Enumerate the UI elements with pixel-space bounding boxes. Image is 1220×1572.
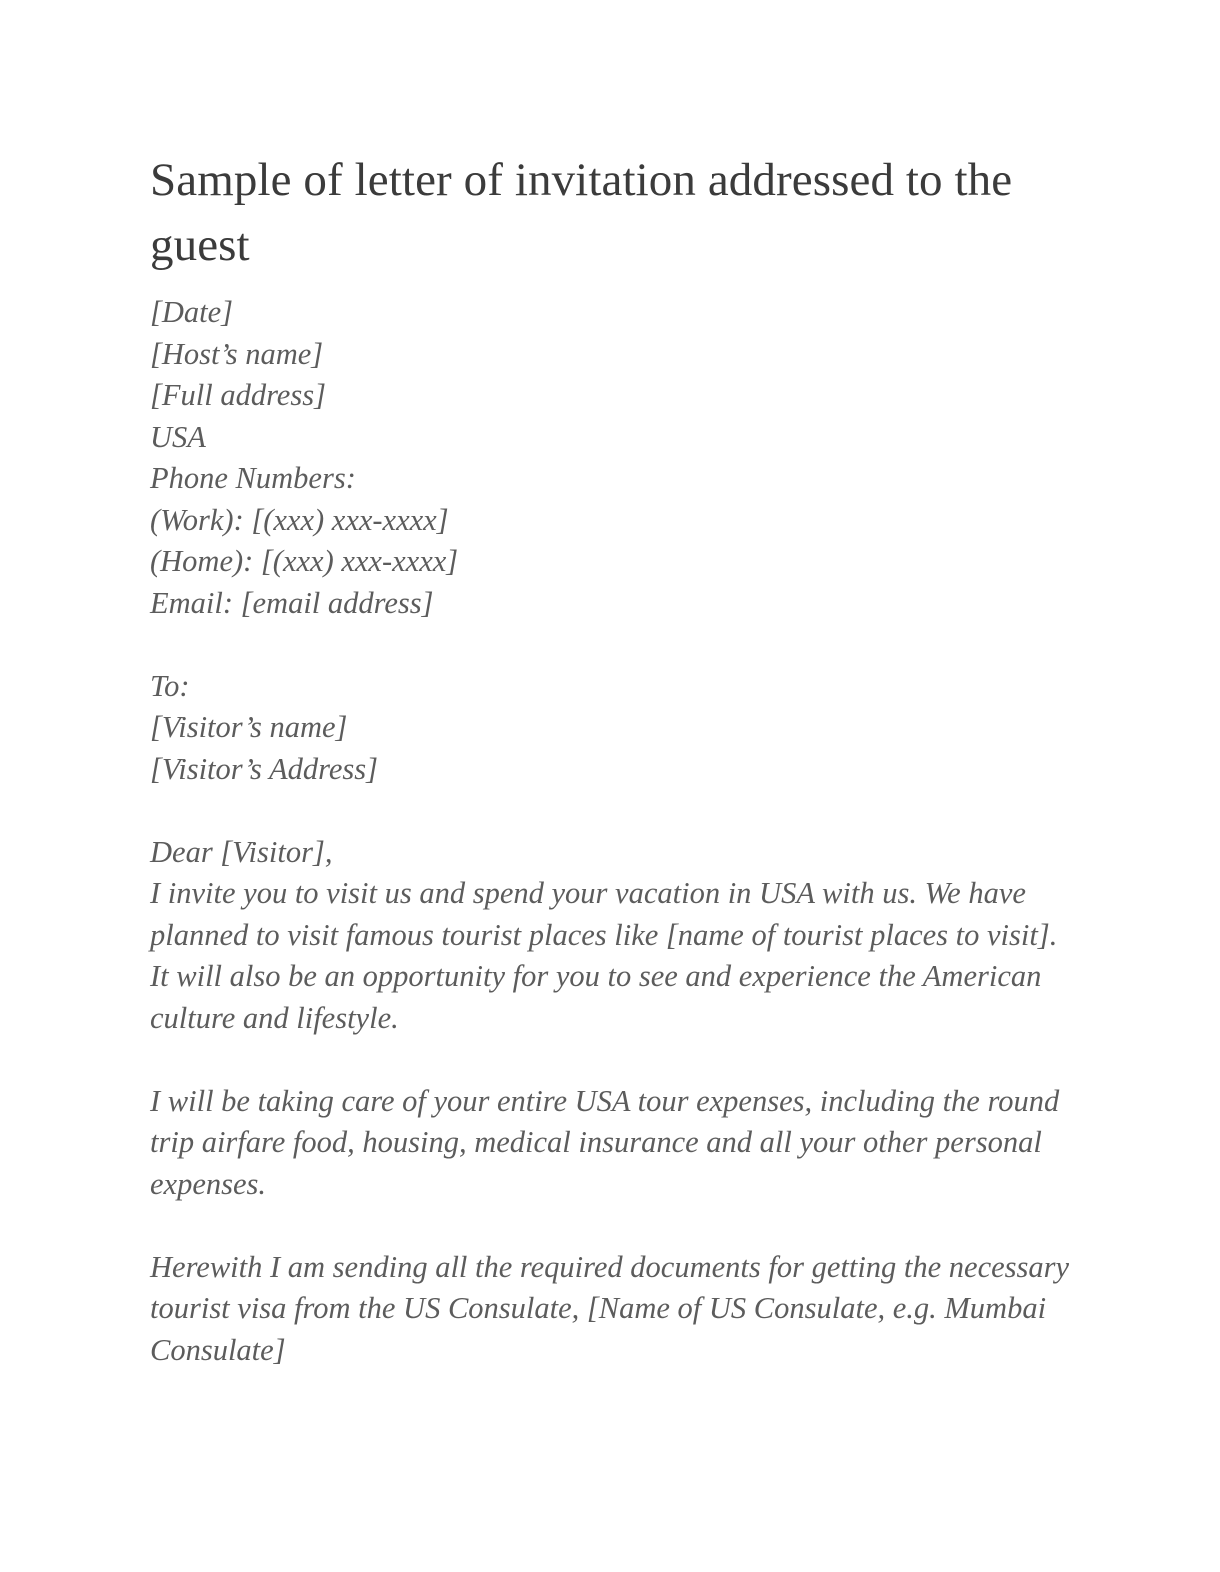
letter-paragraph-block-2: [150, 1081, 1080, 1206]
letter-content: [150, 292, 1080, 1371]
body-paragraph-2: I will be taking care of your entire USA tour expenses, including the round trip airfare food, housing, medical insurance and all your other personal expenses.: [150, 1083, 1060, 1201]
sender-line-phone-home: (Home): [(xxx) xxx-xxxx]: [150, 544, 459, 578]
page-title: Sample of letter of invitation addressed to the guest: [150, 154, 1013, 271]
document-body: [150, 148, 1080, 1371]
recipient-line-address: [Visitor’s Address]: [150, 751, 378, 786]
sender-line-phone-work: (Work): [(xxx) xxx-xxxx]: [150, 502, 449, 537]
sender-line-phone-label: Phone Numbers:: [150, 461, 356, 495]
recipient-address-block: [150, 666, 1080, 791]
recipient-line-name: [Visitor’s name]: [150, 710, 348, 744]
body-paragraph-1: I invite you to visit us and spend your vacation in USA with us. We have planned to visit famous tourist places like [name of tourist places to visit]. It will also be an opportunity for you to see and experience the American culture and lifestyle.: [150, 876, 1058, 1035]
sender-address-block: [150, 292, 1080, 624]
salutation: Dear [Visitor],: [150, 834, 333, 869]
sender-line-country: USA: [150, 419, 206, 454]
letter-opening-block: [150, 832, 1080, 1040]
sender-line-email: Email: [email address]: [150, 585, 434, 620]
letter-paragraph-block-3: [150, 1247, 1080, 1372]
sender-line-host-name: [Host’s name]: [150, 336, 324, 371]
recipient-line-to: To:: [150, 668, 190, 703]
sender-line-address: [Full address]: [150, 378, 326, 412]
body-paragraph-3: Herewith I am sending all the required documents for getting the necessary tourist visa from the US Consulate, [Name of US Consulate, e.g. Mumbai Consulate]: [150, 1249, 1070, 1367]
sender-line-date: [Date]: [150, 295, 234, 329]
